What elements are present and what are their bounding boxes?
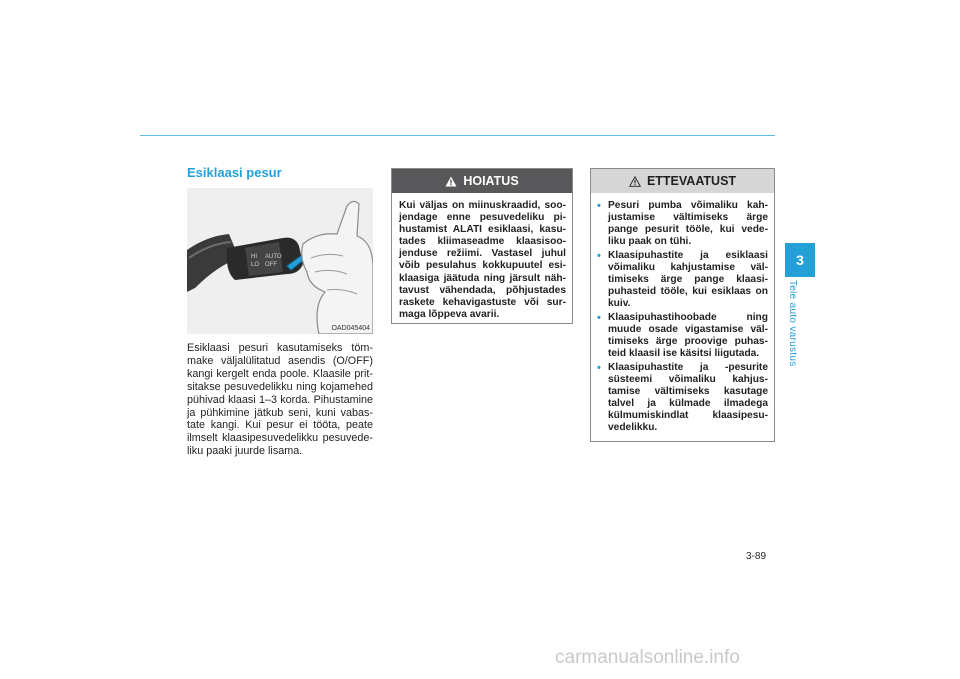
warning-title: HOIATUS [463,174,519,188]
svg-text:OFF: OFF [265,262,277,268]
watermark: carmanualsonline.info [555,647,740,668]
chapter-tab: 3 [785,243,815,277]
caution-item: • Pesuri pumba võimaliku kah-justamise vältimiseks ärge pange pesurit tööle, kui vede-liku paak on tühi. [597,200,768,248]
wiper-lever-illustration [187,188,373,334]
washer-instructions: Esiklaasi pesuri kasutamiseks töm-make väljalülitatud asendis (O/OFF) kangi kergelt enda poole. Klaasile prit-sitakse pesuvedelikku ning kojamehed pühivad klaasi 1–3 korda. Pihustamine ja pühkimine jätkub seni, kuni vabas-tate kangi. Kui pesur ei tööta, peate ilmselt klaasipesuvedelikku pesuvede-liku paaki juurde lisama. [187,342,373,458]
caution-item: • Klaasipuhastihoobade ning muude osade vigastamise väl-timiseks ärge proovige puhas-teid klaasil ise käsitsi liigutada. [597,312,768,360]
warning-header [392,169,572,193]
caution-triangle-icon [629,176,641,187]
svg-text:LO: LO [251,262,260,268]
page-number: 3-89 [746,551,767,562]
caution-item: • Klaasipuhastite ja esiklaasi võimaliku kahjustamise väl-timiseks ärge pange klaasi-puhasteid tööle, kui esiklaas on kuiv. [597,250,768,310]
figure-code: OAD045404 [331,325,370,332]
chapter-label: Teie auto varustus [787,280,798,367]
svg-text:HI: HI [251,254,257,260]
caution-list [591,193,774,434]
svg-text:AUTO: AUTO [265,254,282,260]
warning-triangle-icon [445,176,457,187]
caution-item: • Klaasipuhastite ja -pesurite süsteemi võimaliku kahjus-tamise vältimiseks kasutage talvel ja külmade ilmadega külmumiskindlat klaasipesu-vedelikku. [597,362,768,434]
caution-title: ETTEVAATUST [646,174,737,188]
warning-text: Kui väljas on miinuskraadid, soo-jendage enne pesuvedeliku pi-hustamist ALATI esiklaasi, kasu-tades kliimaseadme klaasisoo-jenduse režiimi. Vastasel juhul võib pesulahus kokkupuutel esi-klaasiga jäätuda ning järsult näh-tavust vähendada, põhjustades raskete kehavigastuste või sur-maga lõppeva avarii. [399,200,566,320]
top-divider [140,135,775,136]
caution-header [591,169,774,193]
caution-box [590,168,775,442]
lever-hand-drawing [187,188,373,334]
section-title: Esiklaasi pesur [187,165,282,180]
warning-box [391,168,573,324]
